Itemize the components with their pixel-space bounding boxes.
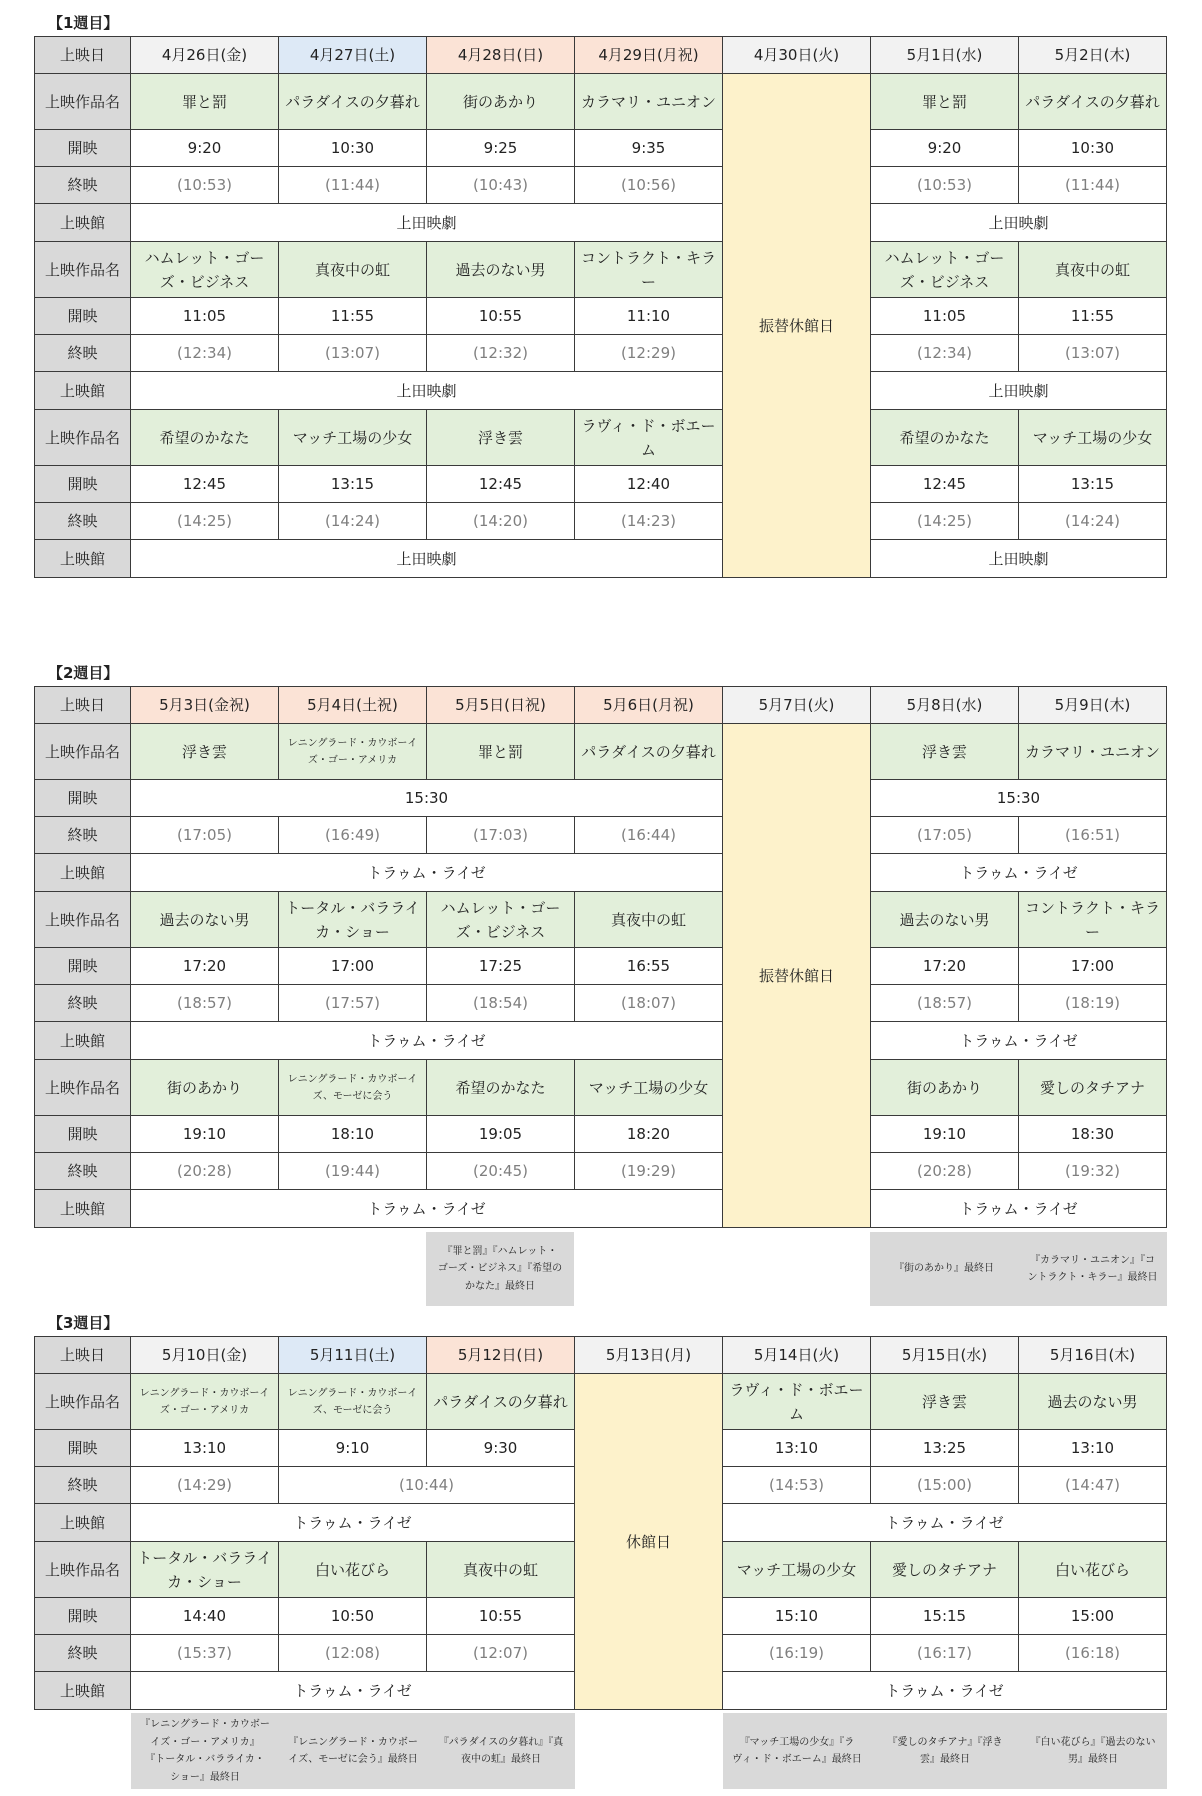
row-label-film: 上映作品名 bbox=[35, 1374, 131, 1430]
row-label-end: 終映 bbox=[35, 817, 131, 854]
end-time: (10:53) bbox=[871, 167, 1019, 204]
end-row bbox=[35, 335, 1167, 372]
end-time: (13:07) bbox=[1019, 335, 1167, 372]
last-day-note bbox=[1019, 1713, 1167, 1789]
start-time: 9:25 bbox=[427, 130, 575, 167]
note-line: 夜中の虹』最終日 bbox=[460, 1754, 541, 1765]
venue-cell: 上田映劇 bbox=[871, 540, 1167, 578]
end-time: (18:57) bbox=[871, 985, 1019, 1022]
end-time: (14:25) bbox=[871, 503, 1019, 540]
film-cell: 真夜中の虹 bbox=[279, 242, 427, 298]
note-line: 『マッチ工場の少女』『ラ bbox=[739, 1736, 855, 1748]
film-cell: 希望のかなた bbox=[427, 1060, 575, 1116]
end-time: (12:08) bbox=[279, 1635, 427, 1672]
row-label-date: 上映日 bbox=[35, 37, 131, 74]
row-label-venue: 上映館 bbox=[35, 1022, 131, 1060]
end-row bbox=[35, 817, 1167, 854]
film-cell: コントラクト・キラー bbox=[575, 242, 723, 298]
closed-day-cell: 振替休館日 bbox=[723, 74, 871, 578]
film-cell: 浮き雲 bbox=[131, 724, 279, 780]
start-time: 10:30 bbox=[279, 130, 427, 167]
date-cell: 4月30日(火) bbox=[723, 37, 871, 74]
row-label-venue: 上映館 bbox=[35, 1504, 131, 1542]
end-time: (14:23) bbox=[575, 503, 723, 540]
film-row bbox=[35, 410, 1167, 466]
start-time: 15:00 bbox=[1019, 1598, 1167, 1635]
end-time: (16:19) bbox=[723, 1635, 871, 1672]
film-cell: パラダイスの夕暮れ bbox=[1019, 74, 1167, 130]
note-line: 『レニングラード・カウボー bbox=[288, 1736, 418, 1748]
film-cell: パラダイスの夕暮れ bbox=[279, 74, 427, 130]
row-label-film: 上映作品名 bbox=[35, 242, 131, 298]
film-cell: 白い花びら bbox=[1019, 1542, 1167, 1598]
row-label-film: 上映作品名 bbox=[35, 892, 131, 948]
row-label-start: 開映 bbox=[35, 298, 131, 335]
start-time: 10:30 bbox=[1019, 130, 1167, 167]
film-cell: ハムレット・ゴーズ・ビジネス bbox=[131, 242, 279, 298]
start-time: 14:40 bbox=[131, 1598, 279, 1635]
start-row bbox=[35, 780, 1167, 817]
venue-cell: 上田映劇 bbox=[131, 204, 723, 242]
venue-cell: トラゥム・ライゼ bbox=[723, 1504, 1167, 1542]
row-label-venue: 上映館 bbox=[35, 372, 131, 410]
start-time: 13:25 bbox=[871, 1430, 1019, 1467]
venue-row bbox=[35, 1022, 1167, 1060]
venue-row bbox=[35, 540, 1167, 578]
film-cell: ラヴィ・ド・ボエーム bbox=[723, 1374, 871, 1430]
closed-day-cell: 振替休館日 bbox=[723, 724, 871, 1228]
start-time: 9:20 bbox=[871, 130, 1019, 167]
date-cell: 4月26日(金) bbox=[131, 37, 279, 74]
end-time: (19:44) bbox=[279, 1153, 427, 1190]
date-cell: 4月29日(月祝) bbox=[575, 37, 723, 74]
start-time: 17:20 bbox=[131, 948, 279, 985]
row-label-start: 開映 bbox=[35, 466, 131, 503]
end-time: (16:18) bbox=[1019, 1635, 1167, 1672]
film-cell: 真夜中の虹 bbox=[1019, 242, 1167, 298]
note-line: かなた』最終日 bbox=[464, 1280, 535, 1292]
week3-title: 【3週目】 bbox=[48, 1314, 119, 1332]
row-label-end: 終映 bbox=[35, 1635, 131, 1672]
row-label-film: 上映作品名 bbox=[35, 724, 131, 780]
venue-cell: トラゥム・ライゼ bbox=[871, 1190, 1167, 1228]
note-line: 『白い花びら』『過去のない bbox=[1030, 1736, 1156, 1748]
date-row bbox=[35, 1337, 1167, 1374]
last-day-note bbox=[723, 1713, 871, 1789]
note-line: ントラクト・キラー』最終日 bbox=[1027, 1272, 1158, 1283]
film-cell: 希望のかなた bbox=[871, 410, 1019, 466]
end-row bbox=[35, 1153, 1167, 1190]
venue-cell: 上田映劇 bbox=[131, 372, 723, 410]
end-time: (17:05) bbox=[131, 817, 279, 854]
start-time: 12:45 bbox=[427, 466, 575, 503]
row-label-film: 上映作品名 bbox=[35, 410, 131, 466]
note-line: イズ、モーゼに会う』最終日 bbox=[288, 1754, 418, 1765]
film-cell: パラダイスの夕暮れ bbox=[427, 1374, 575, 1430]
end-time: (14:53) bbox=[723, 1467, 871, 1504]
film-cell: 街のあかり bbox=[427, 74, 575, 130]
date-row bbox=[35, 687, 1167, 724]
end-time: (15:00) bbox=[871, 1467, 1019, 1504]
date-cell: 5月14日(火) bbox=[723, 1337, 871, 1374]
venue-cell: 上田映劇 bbox=[131, 540, 723, 578]
start-time: 11:55 bbox=[279, 298, 427, 335]
film-cell: マッチ工場の少女 bbox=[1019, 410, 1167, 466]
end-time: (20:45) bbox=[427, 1153, 575, 1190]
row-label-venue: 上映館 bbox=[35, 204, 131, 242]
end-time: (20:28) bbox=[871, 1153, 1019, 1190]
end-time: (19:29) bbox=[575, 1153, 723, 1190]
venue-cell: トラゥム・ライゼ bbox=[871, 1022, 1167, 1060]
start-time: 19:10 bbox=[871, 1116, 1019, 1153]
film-cell: 真夜中の虹 bbox=[427, 1542, 575, 1598]
last-day-note bbox=[1018, 1232, 1167, 1306]
start-time: 13:15 bbox=[1019, 466, 1167, 503]
end-time: (13:07) bbox=[279, 335, 427, 372]
film-cell: 浮き雲 bbox=[871, 724, 1019, 780]
note-line: ヴィ・ド・ボエーム』最終日 bbox=[732, 1754, 862, 1765]
film-cell: レニングラード・カウボーイズ、モーゼに会う bbox=[279, 1374, 427, 1430]
film-cell: ハムレット・ゴーズ・ビジネス bbox=[871, 242, 1019, 298]
start-time: 12:40 bbox=[575, 466, 723, 503]
film-cell: ラヴィ・ド・ボエーム bbox=[575, 410, 723, 466]
note-line: イズ・ゴー・アメリカ』 bbox=[150, 1736, 260, 1748]
row-label-end: 終映 bbox=[35, 167, 131, 204]
row-label-end: 終映 bbox=[35, 985, 131, 1022]
row-label-film: 上映作品名 bbox=[35, 1060, 131, 1116]
row-label-film: 上映作品名 bbox=[35, 74, 131, 130]
row-label-start: 開映 bbox=[35, 1116, 131, 1153]
venue-row bbox=[35, 204, 1167, 242]
film-cell: トータル・バラライカ・ショー bbox=[131, 1542, 279, 1598]
end-time: (16:44) bbox=[575, 817, 723, 854]
last-day-note bbox=[131, 1713, 279, 1789]
row-label-end: 終映 bbox=[35, 335, 131, 372]
row-label-start: 開映 bbox=[35, 780, 131, 817]
film-row bbox=[35, 74, 1167, 130]
end-time: (14:24) bbox=[1019, 503, 1167, 540]
film-row bbox=[35, 1060, 1167, 1116]
date-cell: 5月6日(月祝) bbox=[575, 687, 723, 724]
date-row bbox=[35, 37, 1167, 74]
end-time: (14:24) bbox=[279, 503, 427, 540]
film-cell: マッチ工場の少女 bbox=[575, 1060, 723, 1116]
film-cell: 愛しのタチアナ bbox=[1019, 1060, 1167, 1116]
row-label-venue: 上映館 bbox=[35, 1672, 131, 1710]
date-cell: 4月27日(土) bbox=[279, 37, 427, 74]
start-time: 18:20 bbox=[575, 1116, 723, 1153]
start-time: 19:10 bbox=[131, 1116, 279, 1153]
venue-row bbox=[35, 1190, 1167, 1228]
film-cell: 浮き雲 bbox=[871, 1374, 1019, 1430]
end-time: (19:32) bbox=[1019, 1153, 1167, 1190]
start-time: 18:10 bbox=[279, 1116, 427, 1153]
venue-cell: トラゥム・ライゼ bbox=[131, 1504, 575, 1542]
film-cell: 過去のない男 bbox=[131, 892, 279, 948]
end-time: (12:34) bbox=[131, 335, 279, 372]
film-cell: 希望のかなた bbox=[131, 410, 279, 466]
row-label-start: 開映 bbox=[35, 948, 131, 985]
end-time: (16:49) bbox=[279, 817, 427, 854]
end-time: (10:56) bbox=[575, 167, 723, 204]
start-time: 10:55 bbox=[427, 1598, 575, 1635]
last-day-note bbox=[427, 1713, 575, 1789]
note-line: 『愛しのタチアナ』『浮き bbox=[887, 1736, 1003, 1748]
start-time: 13:15 bbox=[279, 466, 427, 503]
date-cell: 5月15日(水) bbox=[871, 1337, 1019, 1374]
start-time: 11:05 bbox=[871, 298, 1019, 335]
start-time: 9:10 bbox=[279, 1430, 427, 1467]
date-cell: 5月2日(木) bbox=[1019, 37, 1167, 74]
row-label-venue: 上映館 bbox=[35, 1190, 131, 1228]
date-cell: 4月28日(日) bbox=[427, 37, 575, 74]
start-time: 17:20 bbox=[871, 948, 1019, 985]
film-row bbox=[35, 1374, 1167, 1430]
film-cell: 愛しのタチアナ bbox=[871, 1542, 1019, 1598]
end-time: (15:37) bbox=[131, 1635, 279, 1672]
note-line: ゴーズ・ビジネス』『希望の bbox=[437, 1263, 563, 1275]
film-cell: 罪と罰 bbox=[871, 74, 1019, 130]
last-day-note bbox=[279, 1713, 427, 1789]
end-time: (10:43) bbox=[427, 167, 575, 204]
end-row bbox=[35, 503, 1167, 540]
row-label-end: 終映 bbox=[35, 1467, 131, 1504]
venue-cell: トラゥム・ライゼ bbox=[131, 1672, 575, 1710]
date-cell: 5月12日(日) bbox=[427, 1337, 575, 1374]
row-label-film: 上映作品名 bbox=[35, 1542, 131, 1598]
start-time: 15:30 bbox=[871, 780, 1167, 817]
end-time: (18:54) bbox=[427, 985, 575, 1022]
end-time: (11:44) bbox=[1019, 167, 1167, 204]
start-row bbox=[35, 1116, 1167, 1153]
start-time: 17:00 bbox=[1019, 948, 1167, 985]
end-time: (12:32) bbox=[427, 335, 575, 372]
end-time: (14:20) bbox=[427, 503, 575, 540]
date-cell: 5月9日(木) bbox=[1019, 687, 1167, 724]
film-cell: パラダイスの夕暮れ bbox=[575, 724, 723, 780]
venue-cell: トラゥム・ライゼ bbox=[723, 1672, 1167, 1710]
end-time: (18:19) bbox=[1019, 985, 1167, 1022]
start-time: 11:05 bbox=[131, 298, 279, 335]
end-row bbox=[35, 985, 1167, 1022]
start-row bbox=[35, 130, 1167, 167]
start-row bbox=[35, 466, 1167, 503]
start-time: 9:35 bbox=[575, 130, 723, 167]
date-cell: 5月5日(日祝) bbox=[427, 687, 575, 724]
week1-title: 【1週目】 bbox=[48, 14, 119, 32]
end-time: (14:29) bbox=[131, 1467, 279, 1504]
start-row bbox=[35, 948, 1167, 985]
note-line: 『罪と罰』『ハムレット・ bbox=[442, 1245, 558, 1257]
end-time: (12:07) bbox=[427, 1635, 575, 1672]
end-time: (10:44) bbox=[279, 1467, 575, 1504]
film-cell: レニングラード・カウボーイズ・ゴー・アメリカ bbox=[131, 1374, 279, 1430]
row-label-date: 上映日 bbox=[35, 687, 131, 724]
closed-day-cell: 休館日 bbox=[575, 1374, 723, 1710]
film-row bbox=[35, 892, 1167, 948]
start-time: 11:10 bbox=[575, 298, 723, 335]
venue-cell: トラゥム・ライゼ bbox=[131, 1022, 723, 1060]
start-time: 18:30 bbox=[1019, 1116, 1167, 1153]
end-time: (18:07) bbox=[575, 985, 723, 1022]
row-label-start: 開映 bbox=[35, 1598, 131, 1635]
end-time: (16:17) bbox=[871, 1635, 1019, 1672]
venue-cell: トラゥム・ライゼ bbox=[871, 854, 1167, 892]
end-time: (20:28) bbox=[131, 1153, 279, 1190]
start-time: 17:00 bbox=[279, 948, 427, 985]
film-cell: コントラクト・キラー bbox=[1019, 892, 1167, 948]
film-cell: 白い花びら bbox=[279, 1542, 427, 1598]
film-cell: 罪と罰 bbox=[427, 724, 575, 780]
start-time: 13:10 bbox=[723, 1430, 871, 1467]
start-time: 16:55 bbox=[575, 948, 723, 985]
end-time: (14:47) bbox=[1019, 1467, 1167, 1504]
start-time: 13:10 bbox=[1019, 1430, 1167, 1467]
start-row bbox=[35, 298, 1167, 335]
note-line: 男』最終日 bbox=[1068, 1754, 1118, 1765]
film-cell: 過去のない男 bbox=[1019, 1374, 1167, 1430]
end-time: (12:34) bbox=[871, 335, 1019, 372]
film-cell: レニングラード・カウボーイズ、モーゼに会う bbox=[279, 1060, 427, 1116]
end-time: (14:25) bbox=[131, 503, 279, 540]
film-cell: 街のあかり bbox=[131, 1060, 279, 1116]
film-cell: マッチ工場の少女 bbox=[723, 1542, 871, 1598]
film-cell: レニングラード・カウボーイズ・ゴー・アメリカ bbox=[279, 724, 427, 780]
end-time: (11:44) bbox=[279, 167, 427, 204]
start-time: 15:10 bbox=[723, 1598, 871, 1635]
end-time: (10:53) bbox=[131, 167, 279, 204]
date-cell: 5月8日(水) bbox=[871, 687, 1019, 724]
date-cell: 5月3日(金祝) bbox=[131, 687, 279, 724]
row-label-end: 終映 bbox=[35, 1153, 131, 1190]
film-cell: 浮き雲 bbox=[427, 410, 575, 466]
film-cell: ハムレット・ゴーズ・ビジネス bbox=[427, 892, 575, 948]
date-cell: 5月10日(金) bbox=[131, 1337, 279, 1374]
venue-row bbox=[35, 372, 1167, 410]
start-time: 10:50 bbox=[279, 1598, 427, 1635]
date-cell: 5月7日(火) bbox=[723, 687, 871, 724]
date-cell: 5月16日(木) bbox=[1019, 1337, 1167, 1374]
end-time: (17:57) bbox=[279, 985, 427, 1022]
start-time: 9:30 bbox=[427, 1430, 575, 1467]
start-time: 12:45 bbox=[131, 466, 279, 503]
start-time: 15:30 bbox=[131, 780, 723, 817]
row-label-end: 終映 bbox=[35, 503, 131, 540]
film-cell: マッチ工場の少女 bbox=[279, 410, 427, 466]
note-line: 『カラマリ・ユニオン』『コ bbox=[1030, 1254, 1155, 1266]
film-cell: カラマリ・ユニオン bbox=[1019, 724, 1167, 780]
last-day-note bbox=[870, 1232, 1018, 1306]
date-cell: 5月1日(水) bbox=[871, 37, 1019, 74]
date-cell: 5月13日(月) bbox=[575, 1337, 723, 1374]
end-time: (17:03) bbox=[427, 817, 575, 854]
start-time: 19:05 bbox=[427, 1116, 575, 1153]
date-cell: 5月4日(土祝) bbox=[279, 687, 427, 724]
start-time: 11:55 bbox=[1019, 298, 1167, 335]
end-time: (12:29) bbox=[575, 335, 723, 372]
week2-schedule-table bbox=[34, 686, 1167, 1228]
note-line: 『街のあかり』最終日 bbox=[894, 1263, 994, 1275]
note-line: 『トータル・バラライカ・ bbox=[145, 1754, 265, 1765]
note-line: 『レニングラード・カウボー bbox=[140, 1719, 270, 1730]
end-row bbox=[35, 167, 1167, 204]
film-cell: 罪と罰 bbox=[131, 74, 279, 130]
end-time: (17:05) bbox=[871, 817, 1019, 854]
start-time: 9:20 bbox=[131, 130, 279, 167]
row-label-start: 開映 bbox=[35, 1430, 131, 1467]
start-time: 17:25 bbox=[427, 948, 575, 985]
film-cell: 真夜中の虹 bbox=[575, 892, 723, 948]
end-time: (16:51) bbox=[1019, 817, 1167, 854]
row-label-venue: 上映館 bbox=[35, 540, 131, 578]
end-time: (18:57) bbox=[131, 985, 279, 1022]
venue-cell: トラゥム・ライゼ bbox=[131, 854, 723, 892]
film-cell: トータル・バラライカ・ショー bbox=[279, 892, 427, 948]
venue-cell: 上田映劇 bbox=[871, 372, 1167, 410]
start-time: 13:10 bbox=[131, 1430, 279, 1467]
start-time: 15:15 bbox=[871, 1598, 1019, 1635]
film-cell: 過去のない男 bbox=[871, 892, 1019, 948]
last-day-note bbox=[871, 1713, 1019, 1789]
film-cell: カラマリ・ユニオン bbox=[575, 74, 723, 130]
film-cell: 街のあかり bbox=[871, 1060, 1019, 1116]
venue-cell: トラゥム・ライゼ bbox=[131, 1190, 723, 1228]
date-cell: 5月11日(土) bbox=[279, 1337, 427, 1374]
film-cell: 過去のない男 bbox=[427, 242, 575, 298]
week1-schedule-table bbox=[34, 36, 1167, 578]
week2-title: 【2週目】 bbox=[48, 664, 119, 682]
start-time: 12:45 bbox=[871, 466, 1019, 503]
row-label-start: 開映 bbox=[35, 130, 131, 167]
note-line: 雲』最終日 bbox=[920, 1754, 970, 1765]
note-line: 『パラダイスの夕暮れ』『真 bbox=[438, 1736, 564, 1748]
last-day-note bbox=[426, 1232, 574, 1306]
film-row bbox=[35, 242, 1167, 298]
start-time: 10:55 bbox=[427, 298, 575, 335]
row-label-venue: 上映館 bbox=[35, 854, 131, 892]
row-label-date: 上映日 bbox=[35, 1337, 131, 1374]
venue-cell: 上田映劇 bbox=[871, 204, 1167, 242]
film-row bbox=[35, 724, 1167, 780]
venue-row bbox=[35, 854, 1167, 892]
week3-schedule-table bbox=[34, 1336, 1167, 1710]
note-line: ショー』最終日 bbox=[170, 1771, 240, 1783]
